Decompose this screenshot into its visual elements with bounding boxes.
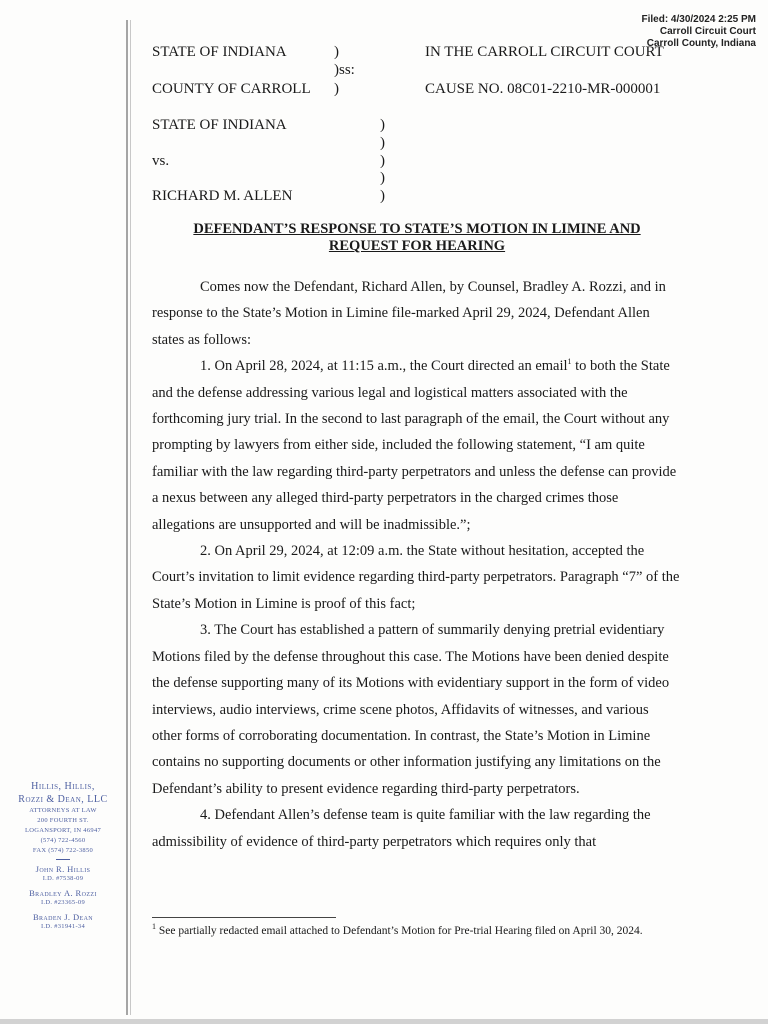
- footnote-rule: [152, 917, 336, 918]
- footnote-ref-1: 1: [567, 357, 572, 367]
- footnote-mark: 1: [152, 922, 156, 932]
- paragraph-3: 3. The Court has established a pattern of summarily denying pretrial evidentiary Motions filed by the defense throughout this case. The Motions have been denied despite the defense supporting many of its Motions with evidentiary support in the form of video interviews, audio interviews, crime scene photos, Affidavits of witnesses, and various other forms of corroborating documentation. In contrast, the State’s Motion in Limine contains no supporting documents or other information justifying any limitations on the Defendant’s ability to present evidence regarding third-party perpetrators.: [152, 622, 670, 797]
- caption-cause-number: CAUSE NO. 08C01-2210-MR-000001: [425, 81, 661, 97]
- caption-ss: )ss:: [334, 62, 355, 78]
- caption-paren-3: ): [380, 117, 385, 133]
- document-title-line-1: DEFENDANT’S RESPONSE TO STATE’S MOTION IN LIMINE AND: [193, 221, 641, 237]
- caption-state: STATE OF INDIANA: [152, 44, 287, 60]
- caption-county: COUNTY OF CARROLL: [152, 81, 311, 97]
- filing-stamp-county: Carroll County, Indiana: [646, 38, 756, 49]
- footnote-text: See partially redacted email attached to Defendant’s Motion for Pre-trial Hearing filed on April 30, 2024.: [156, 925, 643, 937]
- caption-paren-2: ): [334, 81, 339, 97]
- attorney-3-name: Braden J. Dean: [32, 912, 94, 922]
- caption-vs: vs.: [152, 153, 170, 169]
- caption-paren-1: ): [334, 44, 339, 60]
- caption-paren-6: ): [380, 170, 385, 186]
- left-margin-rule-inner: [130, 20, 131, 1015]
- intro-paragraph: Comes now the Defendant, Richard Allen, by Counsel, Bradley A. Rozzi, and in response to the State’s Motion in Limine file-marked April 29, 2024, Defendant Allen states as follows:: [152, 279, 666, 348]
- caption-plaintiff: STATE OF INDIANA: [152, 117, 287, 133]
- document-title-line-2: REQUEST FOR HEARING: [328, 238, 506, 254]
- paragraph-1: [152, 353, 680, 538]
- firm-name-line-2: Rozzi & Dean, LLC: [18, 794, 108, 805]
- firm-phone: (574) 722-4560: [40, 837, 86, 844]
- caption-paren-7: ): [380, 188, 385, 204]
- firm-fax: FAX (574) 722-3850: [32, 847, 94, 854]
- document-title: [152, 221, 682, 255]
- paragraph-1-rest: to both the State and the defense addressing various legal and logistical matters associated with the forthcoming jury trial. In the second to last paragraph of the email, the Court without any prompting by lawyers from either side, included the following statement, “I am quite familiar with the law regarding third-party perpetrators and unless the defense can provide a nexus between any alleged third-party perpetrators in the charged crimes those allegations are unsupported and will be inadmissible.”;: [152, 358, 677, 533]
- firm-divider: [56, 859, 70, 860]
- firm-name-line-1: Hillis, Hillis,: [31, 781, 95, 792]
- filing-stamp-date: Filed: 4/30/2024 2:25 PM: [641, 14, 756, 25]
- paragraph-1-start: 1. On April 28, 2024, at 11:15 a.m., the Court directed an email: [200, 358, 568, 375]
- attorney-1-name: John R. Hillis: [35, 864, 91, 874]
- attorney-2-id: I.D. #23365-09: [40, 899, 86, 906]
- paragraph-2: 2. On April 29, 2024, at 12:09 a.m. the State without hesitation, accepted the Court’s invitation to limit evidence regarding third-party perpetrators. Paragraph “7” of the State’s Motion in Limine is proof of this fact;: [152, 543, 680, 612]
- paragraph-4: 4. Defendant Allen’s defense team is quite familiar with the law regarding the admissibility of evidence of third-party perpetrators which requires only that: [152, 807, 651, 850]
- attorney-3-id: I.D. #31941-34: [40, 923, 86, 930]
- caption-paren-5: ): [380, 153, 385, 169]
- document-body: [152, 274, 680, 855]
- page-bottom-edge: [0, 1019, 768, 1024]
- caption-paren-4: ): [380, 135, 385, 151]
- firm-city: LOGANSPORT, IN 46947: [24, 827, 102, 834]
- attorney-2-name: Bradley A. Rozzi: [29, 888, 97, 898]
- attorney-1-id: I.D. #7538-09: [42, 875, 84, 882]
- footnote: [152, 923, 680, 939]
- law-firm-block: [4, 780, 122, 932]
- caption-court: IN THE CARROLL CIRCUIT COURT: [425, 44, 664, 60]
- firm-attorneys-at-law: ATTORNEYS AT LAW: [29, 807, 97, 814]
- caption-defendant: RICHARD M. ALLEN: [152, 188, 293, 204]
- left-margin-rule: [126, 20, 128, 1015]
- firm-street: 200 FOURTH ST.: [37, 817, 89, 824]
- filing-stamp-court: Carroll Circuit Court: [659, 26, 756, 37]
